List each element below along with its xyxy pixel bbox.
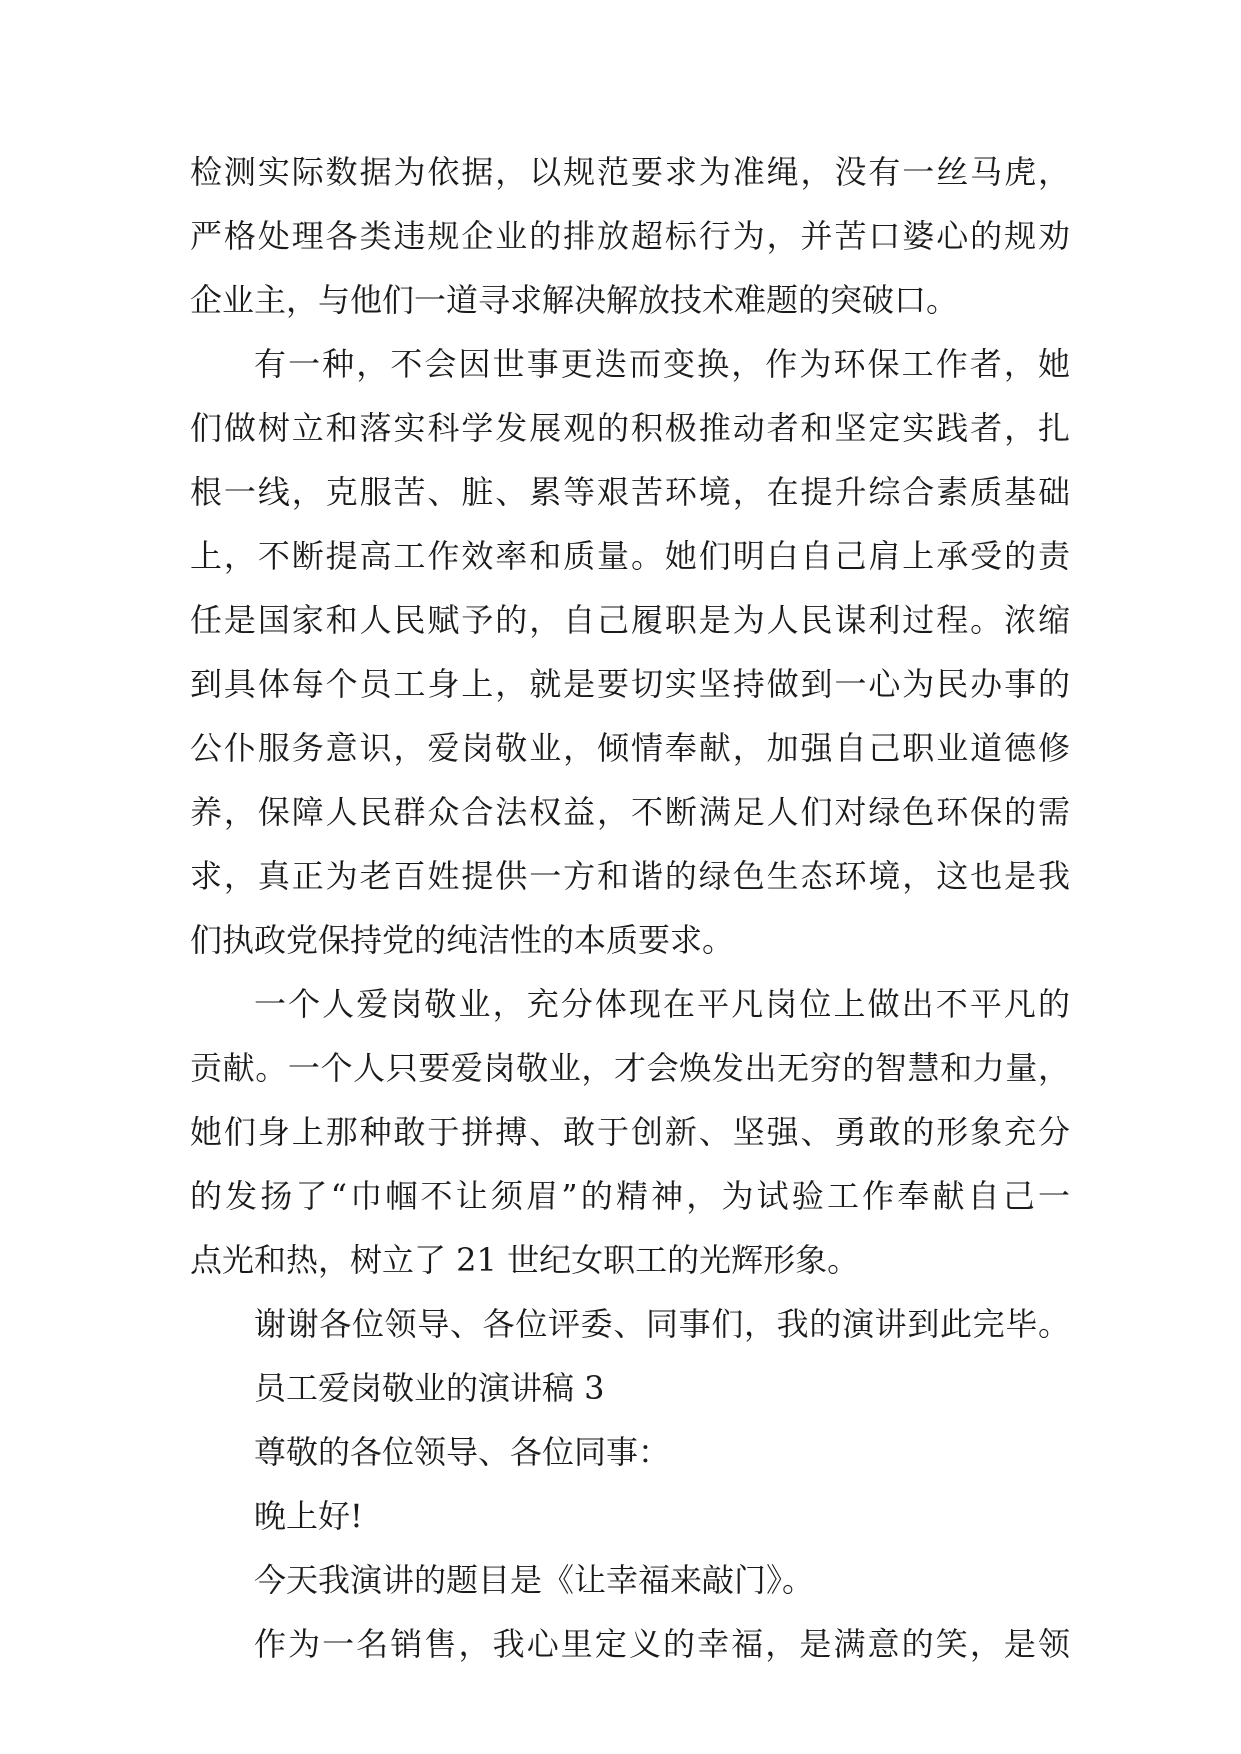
- text-line: 检测实际数据为依据，以规范要求为准绳，没有一丝马虎，: [190, 153, 1070, 191]
- speech-title: 员工爱岗敬业的演讲稿 3: [254, 1369, 605, 1407]
- text-line: 求，真正为老百姓提供一方和谐的绿色生态环境，这也是我: [190, 857, 1070, 895]
- text-line: 到具体每个员工身上，就是要切实坚持做到一心为民办事的: [190, 665, 1070, 703]
- greeting: 晚上好!: [254, 1497, 363, 1535]
- text-line: 公仆服务意识，爱岗敬业，倾情奉献，加强自己职业道德修: [190, 729, 1070, 767]
- text-line: 任是国家和人民赋予的，自己履职是为人民谋利过程。浓缩: [190, 601, 1070, 639]
- text-line: 严格处理各类违规企业的排放超标行为，并苦口婆心的规劝: [190, 217, 1070, 255]
- text-line: 养，保障人民群众合法权益，不断满足人们对绿色环保的需: [190, 793, 1070, 831]
- closing-line: 谢谢各位领导、各位评委、同事们，我的演讲到此完毕。: [254, 1305, 1070, 1343]
- text-line: 企业主，与他们一道寻求解决解放技术难题的突破口。: [190, 281, 959, 319]
- text-line: 作为一名销售，我心里定义的幸福，是满意的笑，是领: [254, 1625, 1070, 1663]
- text-line: 她们身上那种敢于拼搏、敢于创新、坚强、勇敢的形象充分: [190, 1113, 1070, 1151]
- text-line: 今天我演讲的题目是《让幸福来敲门》。: [254, 1561, 815, 1599]
- text-line: 们做树立和落实科学发展观的积极推动者和坚定实践者，扎: [190, 409, 1070, 447]
- text-line: 点光和热，树立了 21 世纪女职工的光辉形象。: [190, 1241, 860, 1279]
- salutation: 尊敬的各位领导、各位同事：: [254, 1433, 671, 1471]
- text-line: 上，不断提高工作效率和质量。她们明白自己肩上承受的责: [190, 537, 1070, 575]
- text-line: 的发扬了“巾帼不让须眉”的精神，为试验工作奉献自己一: [190, 1177, 1070, 1215]
- text-line: 根一线，克服苦、脏、累等艰苦环境，在提升综合素质基础: [190, 473, 1070, 511]
- text-line: 有一种，不会因世事更迭而变换，作为环保工作者，她: [254, 345, 1070, 383]
- text-line: 们执政党保持党的纯洁性的本质要求。: [190, 921, 735, 959]
- text-line: 贡献。一个人只要爱岗敬业，才会焕发出无穷的智慧和力量，: [190, 1049, 1070, 1087]
- text-line: 一个人爱岗敬业，充分体现在平凡岗位上做出不平凡的: [254, 985, 1070, 1023]
